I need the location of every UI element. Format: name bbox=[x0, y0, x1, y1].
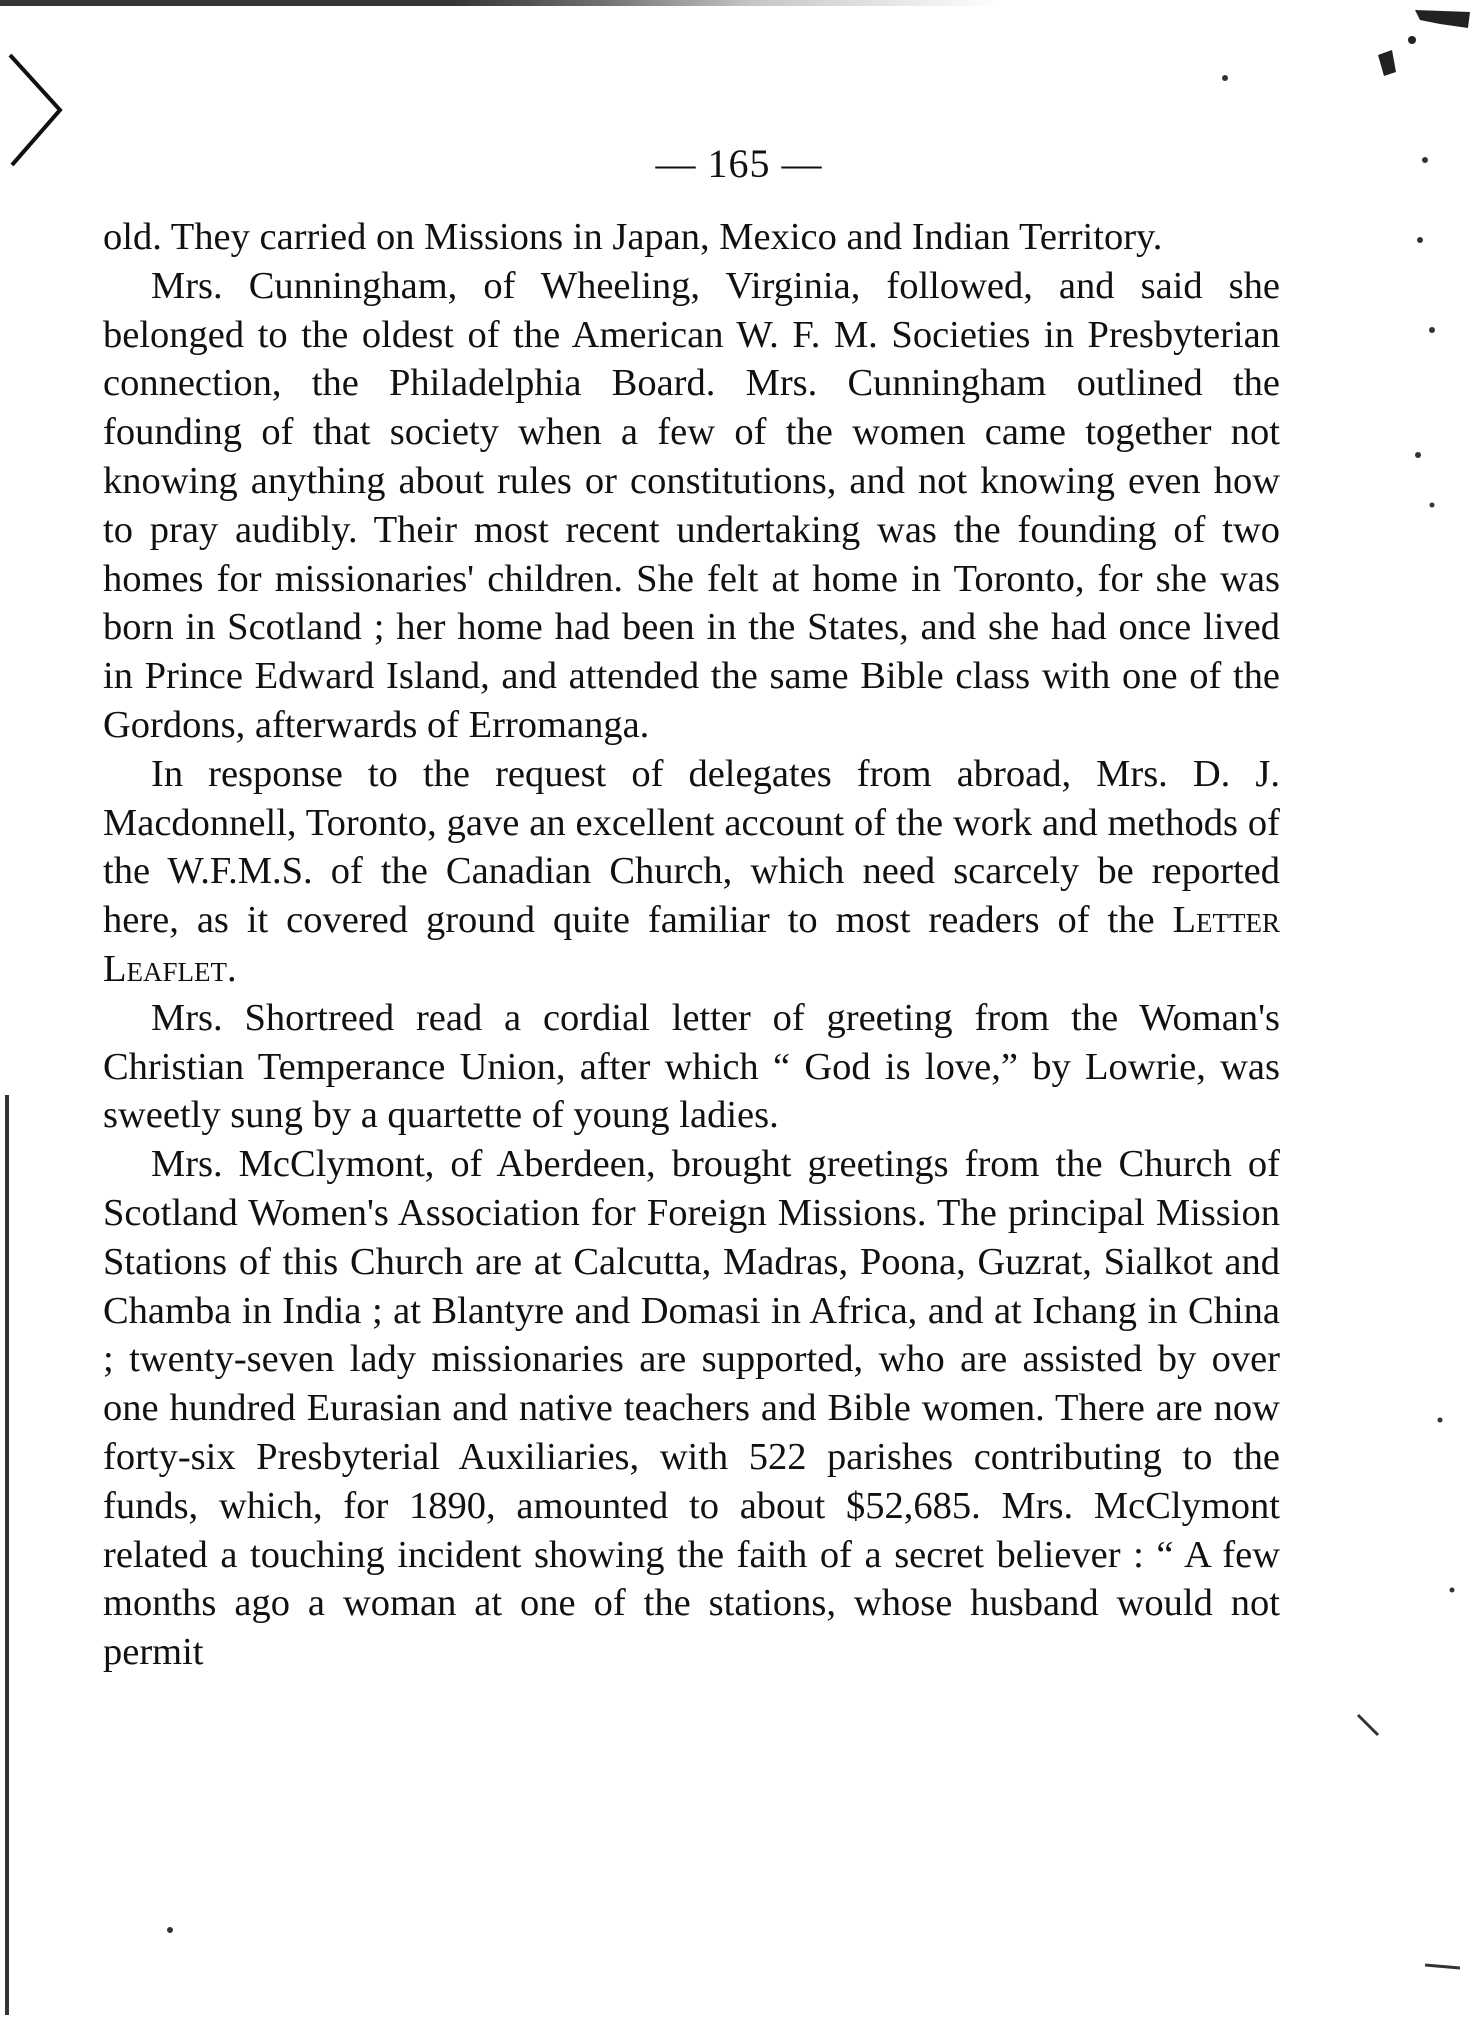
paragraph bbox=[103, 262, 1280, 750]
paragraph bbox=[103, 750, 1280, 994]
paragraph-text: . bbox=[227, 947, 237, 990]
body-text bbox=[103, 213, 1280, 1677]
paragraph-text: In response to the request of delegates from abroad, Mrs. D. J. Macdonnell, Toronto, gave an excellent account of the work and methods of the W.F.M.S. of the Canadian Church, which need scarcely be reported here, as it covered ground quite familiar to most readers of the bbox=[103, 752, 1280, 942]
ink-speck bbox=[167, 1927, 173, 1933]
ink-speck bbox=[1450, 1588, 1455, 1593]
scan-edge-left bbox=[5, 1095, 9, 2015]
ink-scratch bbox=[1358, 1715, 1378, 1735]
ink-speck bbox=[1415, 452, 1421, 458]
paragraph-text: Mrs. Cunningham, of Wheeling, Virginia, followed, and said she belonged to the oldest of the American W. F. M. Societies in Presbyterian connection, the Philadelphia Board. Mrs. Cunningham outlined the founding of that society when a few of the women came together not knowing anything about rules or constitutions, and not knowing even how to pray audibly. Their most recent undertaking was the founding of two homes for missionaries' children. She felt at home in Toronto, for she was born in Scotland ; her home had been in the States, and she had once lived in Prince Edward Island, and attended the same Bible class with one of the Gordons, afterwards of Erromanga. bbox=[103, 264, 1280, 746]
ink-speck bbox=[1430, 503, 1435, 508]
ink-speck bbox=[1222, 75, 1228, 81]
paragraph bbox=[103, 1140, 1280, 1677]
paragraph-text: Mrs. Shortreed read a cordial letter of greeting from the Woman's Christian Temperance Union, after which “ God is love,” by Lowrie, was sweetly sung by a quartette of young ladies. bbox=[103, 996, 1280, 1137]
paragraph bbox=[103, 213, 1280, 262]
paragraph-text: Mrs. McClymont, of Aberdeen, brought greetings from the Church of Scotland Women's Association for Foreign Missions. The principal Mission Stations of this Church are at Calcutta, Madras, Poona, Guzrat, Sialkot and Chamba in India ; at Blantyre and Domasi in Africa, and at Ichang in China ; twenty-seven lady missionaries are supported, who are assisted by over one hundred Eurasian and native teachers and Bible women. There are now forty-six Presbyterial Auxiliaries, with 522 parishes contributing to the funds, which, for 1890, amounted to about $52,685. Mrs. McClymont related a touching incident showing the faith of a secret believer : “ A few months ago a woman at one of the stations, whose husband would not permit bbox=[103, 1143, 1280, 1674]
page-number: — 165 — bbox=[655, 141, 823, 186]
ink-blot bbox=[1378, 50, 1396, 76]
ink-speck bbox=[1417, 237, 1423, 243]
ink-speck bbox=[1408, 36, 1416, 44]
ink-blot bbox=[1415, 10, 1470, 28]
paragraph bbox=[103, 994, 1280, 1140]
ink-speck bbox=[1429, 327, 1435, 333]
publication-title: Letter Leaflet bbox=[103, 899, 1280, 990]
ink-speck bbox=[1438, 1418, 1443, 1423]
paragraph-text: old. They carried on Missions in Japan, Mexico and Indian Territory. bbox=[103, 216, 1163, 258]
ink-scratch bbox=[1425, 1965, 1460, 1968]
scan-edge-top bbox=[0, 0, 1000, 6]
